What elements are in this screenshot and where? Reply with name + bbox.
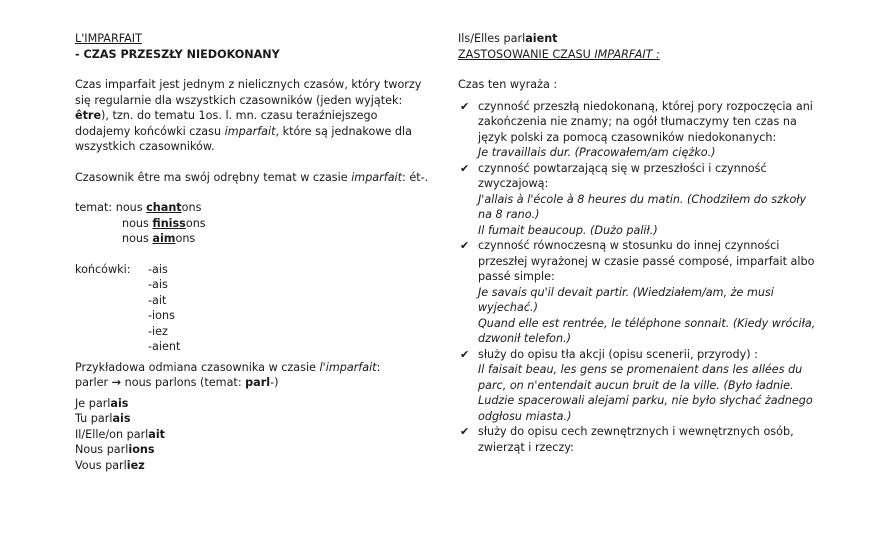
ending-item: -ais [148, 262, 168, 276]
left-column [75, 31, 430, 473]
right-column [458, 31, 818, 455]
stem-row: nous finissons [122, 216, 206, 230]
endings-label: końcówki: [75, 262, 131, 276]
conjugation-row: Nous parlions [75, 443, 155, 456]
example-stem-line: parler → nous parlons (temat: parl-) [75, 376, 279, 389]
conjugation-row: Tu parlais [75, 412, 131, 425]
usage-item: ✔ czynność powtarzającą się w przeszłości i czynność zwyczajową: J'allais à l'école à 8 heures du matin. (Chodziłem do szkoły na 8 rano.) Il fumait beaucoup. (Dużo palił.) [458, 161, 818, 239]
endings-block [75, 262, 430, 355]
conjugation-row: Il/Elle/on parlait [75, 427, 166, 441]
usage-intro: Czas ten wyraża : [458, 78, 558, 91]
ending-item: -iez [148, 324, 168, 338]
check-icon: ✔ [460, 347, 470, 361]
usage-example: Je savais qu'il devait partir. (Wiedziałem/am, że musi wyjechać.) [478, 285, 774, 314]
check-icon: ✔ [460, 99, 470, 113]
stems-block [75, 200, 430, 247]
usage-example: Il faisait beau, les gens se promenaient dans les allées du parc, on n'entendait aucun bruit de la ville. (Było ładnie. Ludzie spacerowali alejami parku, nie było słychać żadnego odgłosu miasta.) [478, 363, 813, 423]
stem-row: nous aimons [122, 232, 196, 245]
conjugation-row: Ils/Elles parlaient [458, 32, 558, 45]
conjugation-row: Vous parliez [75, 458, 145, 472]
endings-list [148, 262, 180, 355]
usage-example: Je travaillais dur. (Pracowałem/am ciężko.) [478, 146, 716, 159]
usage-item: ✔ czynność równoczesną w stosunku do innej czynności przeszłej wyrażonej w czasie passé composé, imparfait albo passé simple: Je savais qu'il devait partir. (Wiedziałem/am, że musi wyjechać.) Quand elle est rentrée, le téléphone sonnait. (Kiedy wróciła, dzwonił telefon.) [458, 238, 818, 347]
ending-item: -ions [148, 309, 175, 322]
usage-example: Quand elle est rentrée, le téléphone sonnait. (Kiedy wróciła, dzwonił telefon.) [478, 316, 816, 345]
usage-item: ✔ służy do opisu cech zewnętrznych i wewnętrznych osób, zwierząt i rzeczy: [460, 425, 794, 454]
conjugation-row: Je parlais [75, 396, 129, 410]
page-title: L'IMPARFAIT [75, 32, 142, 45]
check-icon: ✔ [460, 161, 470, 175]
usage-example: J'allais à l'école à 8 heures du matin. (Chodziłem do szkoły na 8 rano.) [478, 192, 807, 221]
ending-item: -aient [148, 340, 181, 353]
usage-example: Il fumait beaucoup. (Dużo palił.) [478, 223, 658, 237]
ending-item: -ais [148, 278, 168, 291]
stem-row: temat: nous chantons [75, 201, 202, 214]
conjugation-list [75, 396, 430, 474]
page-subtitle: - CZAS PRZESZŁY NIEDOKONANY [75, 47, 280, 61]
usage-title: ZASTOSOWANIE CZASU IMPARFAIT : [458, 47, 660, 61]
intro-paragraph: Czas imparfait jest jednym z nielicznych czasów, który tworzy się regularnie dla wszystkich czasowników (jeden wyjątek: être), tzn. do tematu 1os. l. mn. czasu teraźniejszego dodajemy końcówki czasu imparfait, które są jednakowe dla wszystkich czasowników. [75, 78, 422, 153]
usage-item: ✔ czynność przeszłą niedokonaną, której pory rozpoczęcia ani zakończenia nie znamy; na ogół tłumaczymy ten czas na język polski za pomocą czasowników niedokonanych: Je travaillais dur. (Pracowałem/am ciężko.) [458, 99, 818, 161]
ending-item: -ait [148, 293, 167, 307]
usage-item: ✔ służy do opisu tła akcji (opisu scenerii, przyrody) : Il faisait beau, les gens se promenaient dans les allées du parc, on n'entendait aucun bruit de la ville. (Było ładnie. Ludzie spacerowali alejami parku, nie było słychać żadnego odgłosu miasta.) [458, 347, 818, 425]
example-heading: Przykładowa odmiana czasownika w czasie l'imparfait: [75, 360, 381, 374]
arrow-icon: → [111, 376, 122, 389]
etre-note: Czasownik être ma swój odrębny temat w czasie imparfait: ét-. [75, 170, 429, 184]
check-icon: ✔ [460, 425, 470, 438]
usage-list [458, 99, 818, 456]
check-icon: ✔ [460, 239, 470, 252]
